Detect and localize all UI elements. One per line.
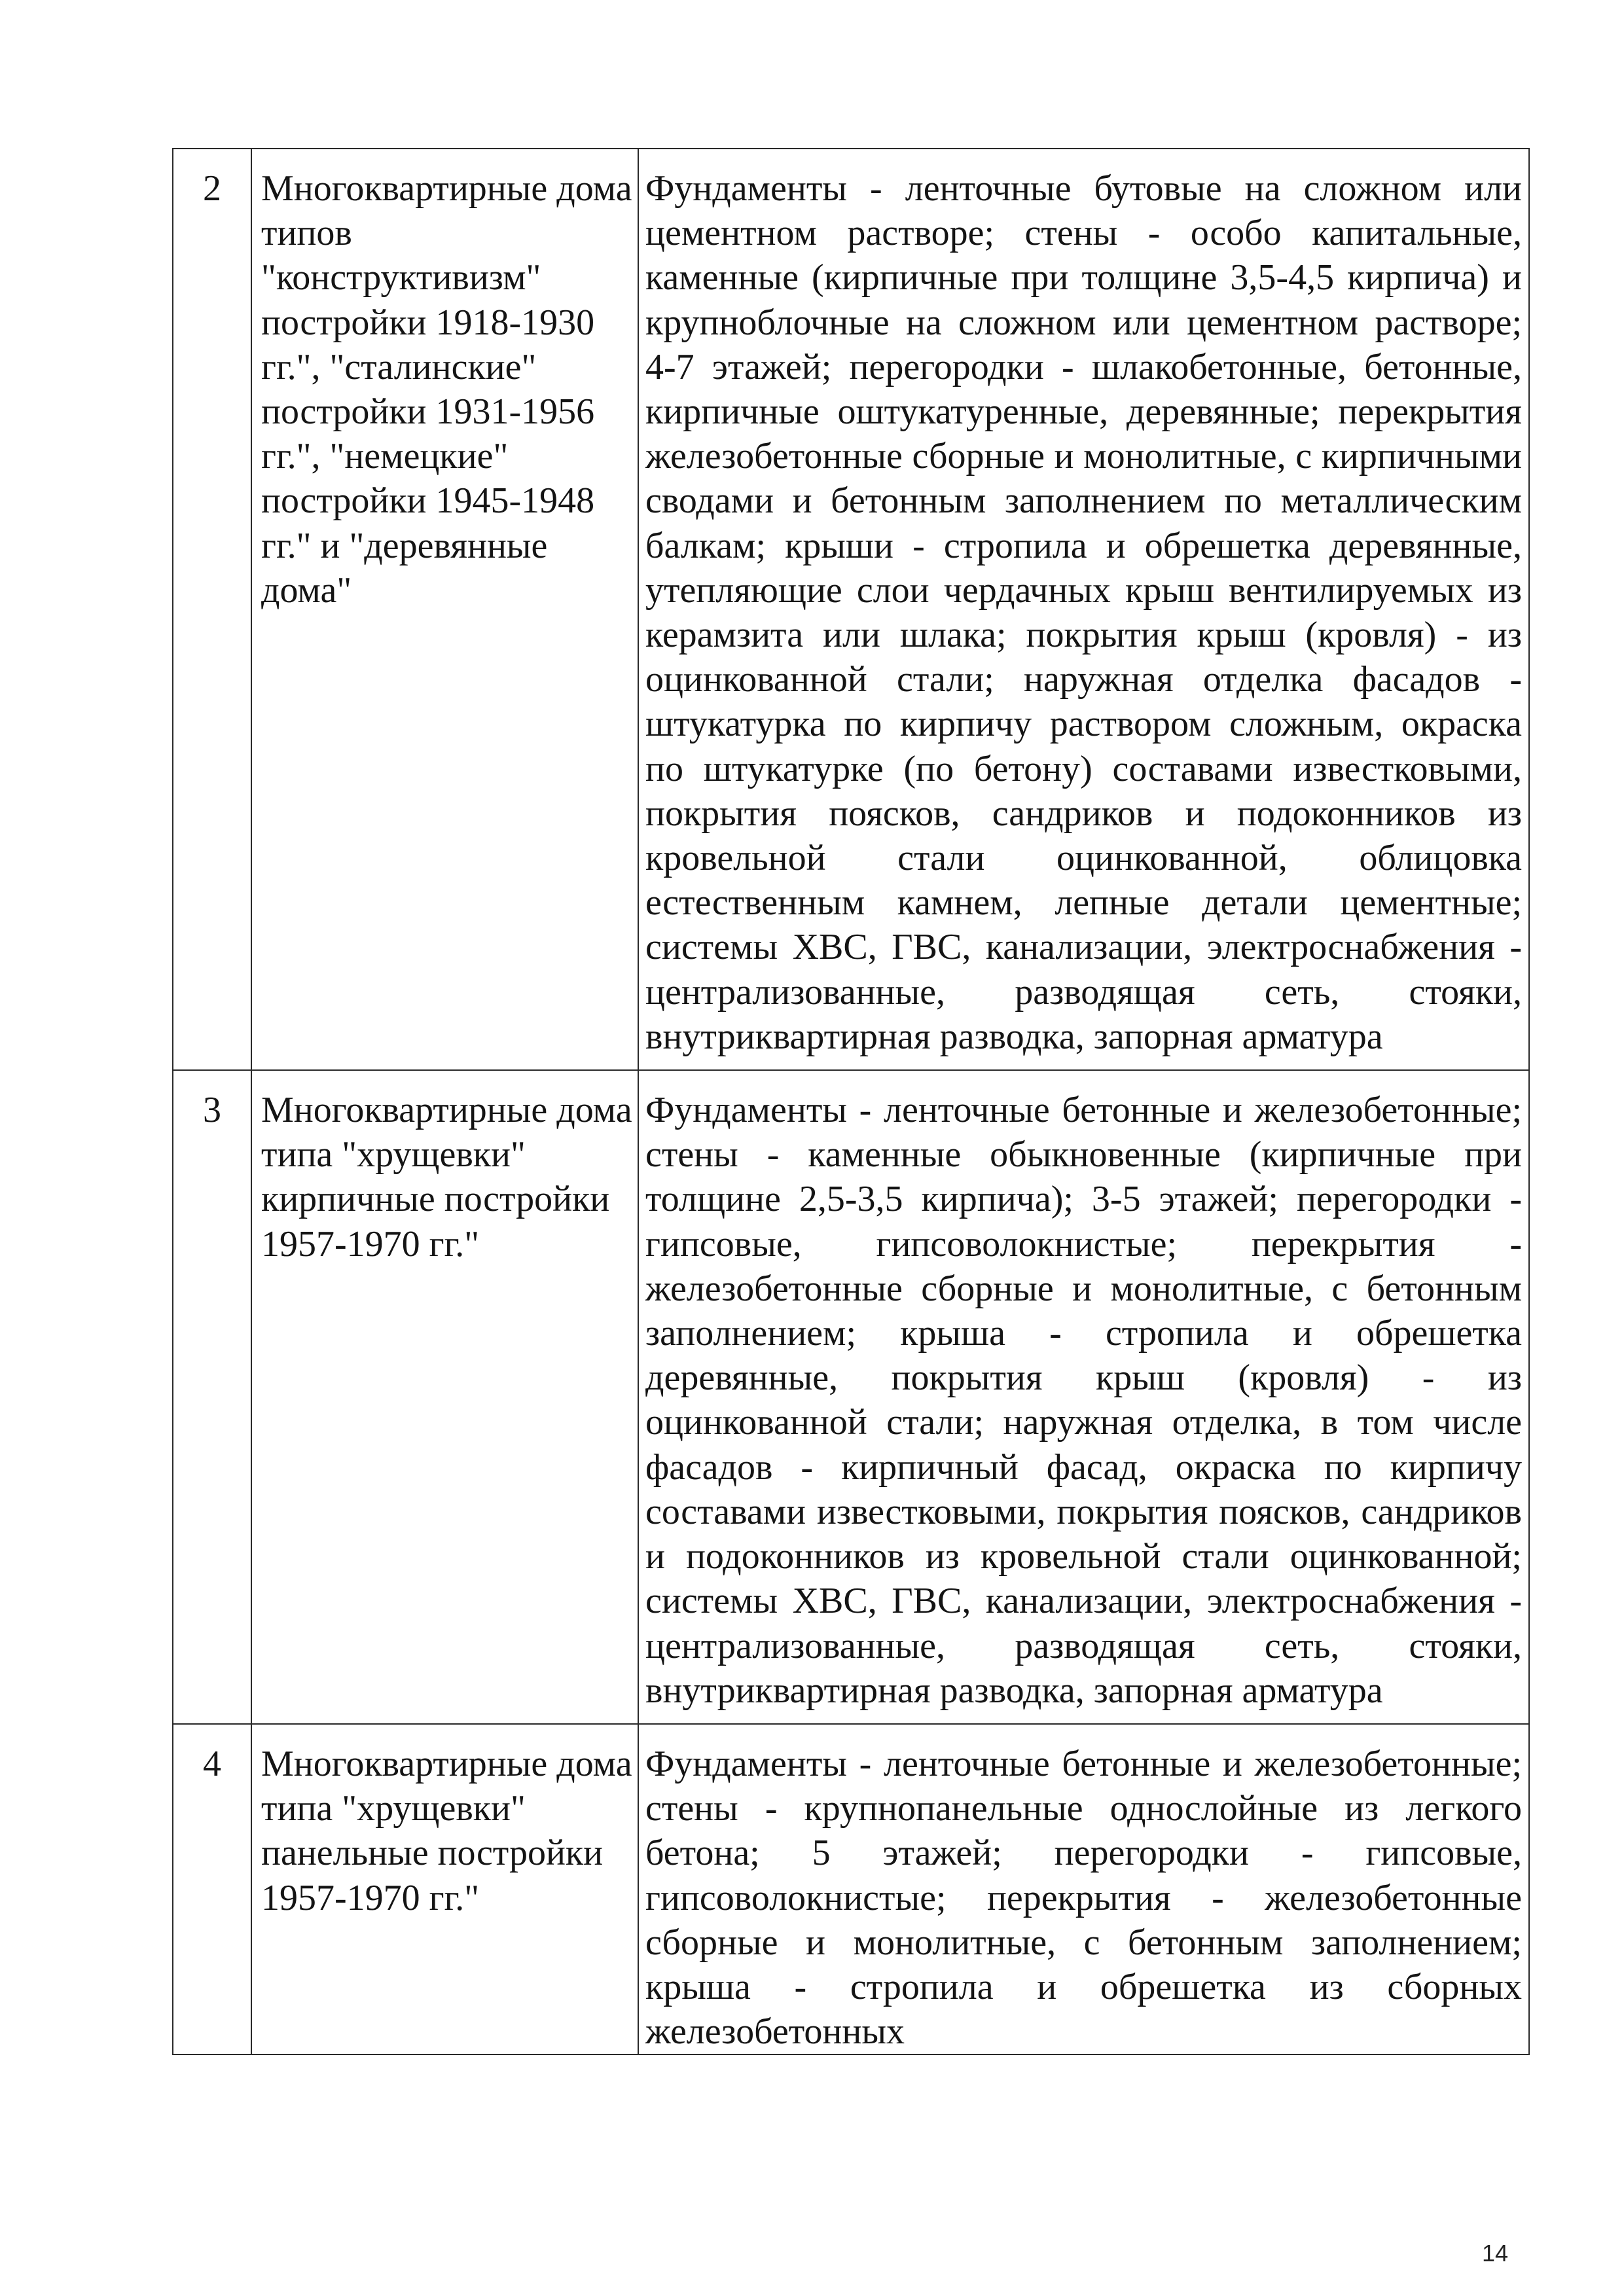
table-row [173, 1724, 1529, 2054]
table-row [173, 149, 1529, 1070]
row-number: 4 [173, 1724, 251, 2054]
row-number: 3 [173, 1070, 251, 1724]
house-type-cell: Многоквартирные дома типов "конструктивизм" постройки 1918-1930 гг.", "сталинские" постройки 1931-1956 гг.", "немецкие" постройки 1945-1948 гг." и "деревянные дома" [251, 149, 638, 1070]
row-number: 2 [173, 149, 251, 1070]
description-cell: Фундаменты - ленточные бетонные и железобетонные; стены - каменные обыкновенные (кирпичные при толщине 2,5-3,5 кирпича); 3-5 этажей; перегородки - гипсовые, гипсоволокнистые; перекрытия - железобетонные сборные и монолитные, с бетонным заполнением; крыша - стропила и обрешетка деревянные, покрытия крыш (кровля) - из оцинкованной стали; наружная отделка, в том числе фасадов - кирпичный фасад, окраска по кирпичу составами известковыми, покрытия поясков, сандриков и подоконников из кровельной стали оцинкованной; системы ХВС, ГВС, канализации, электроснабжения - централизованные, разводящая сеть, стояки, внутриквартирная разводка, запорная арматура [638, 1070, 1529, 1724]
house-type-cell: Многоквартирные дома типа "хрущевки" кирпичные постройки 1957-1970 гг." [251, 1070, 638, 1724]
description-cell: Фундаменты - ленточные бетонные и железобетонные; стены - крупнопанельные однослойные из легкого бетона; 5 этажей; перегородки - гипсовые, гипсоволокнистые; перекрытия - железобетонные сборные и монолитные, с бетонным заполнением; крыша - стропила и обрешетка из сборных железобетонных [638, 1724, 1529, 2054]
page-number: 14 [1482, 2240, 1509, 2267]
description-cell: Фундаменты - ленточные бутовые на сложном или цементном растворе; стены - особо капитальные, каменные (кирпичные при толщине 3,5-4,5 кирпича) и крупноблочные на сложном или цементном растворе; 4-7 этажей; перегородки - шлакобетонные, бетонные, кирпичные оштукатуренные, деревянные; перекрытия железобетонные сборные и монолитные, с кирпичными сводами и бетонным заполнением по металлическим балкам; крыши - стропила и обрешетка деревянные, утепляющие слои чердачных крыш вентилируемых из керамзита или шлака; покрытия крыш (кровля) - из оцинкованной стали; наружная отделка фасадов - штукатурка по кирпичу раствором сложным, окраска по штукатурке (по бетону) составами известковыми, покрытия поясков, сандриков и подоконников из кровельной стали оцинкованной, облицовка естественным камнем, лепные детали цементные; системы ХВС, ГВС, канализации, электроснабжения - централизованные, разводящая сеть, стояки, внутриквартирная разводка, запорная арматура [638, 149, 1529, 1070]
housing-types-table [172, 148, 1530, 2055]
table-row [173, 1070, 1529, 1724]
house-type-cell: Многоквартирные дома типа "хрущевки" панельные постройки 1957-1970 гг." [251, 1724, 638, 2054]
